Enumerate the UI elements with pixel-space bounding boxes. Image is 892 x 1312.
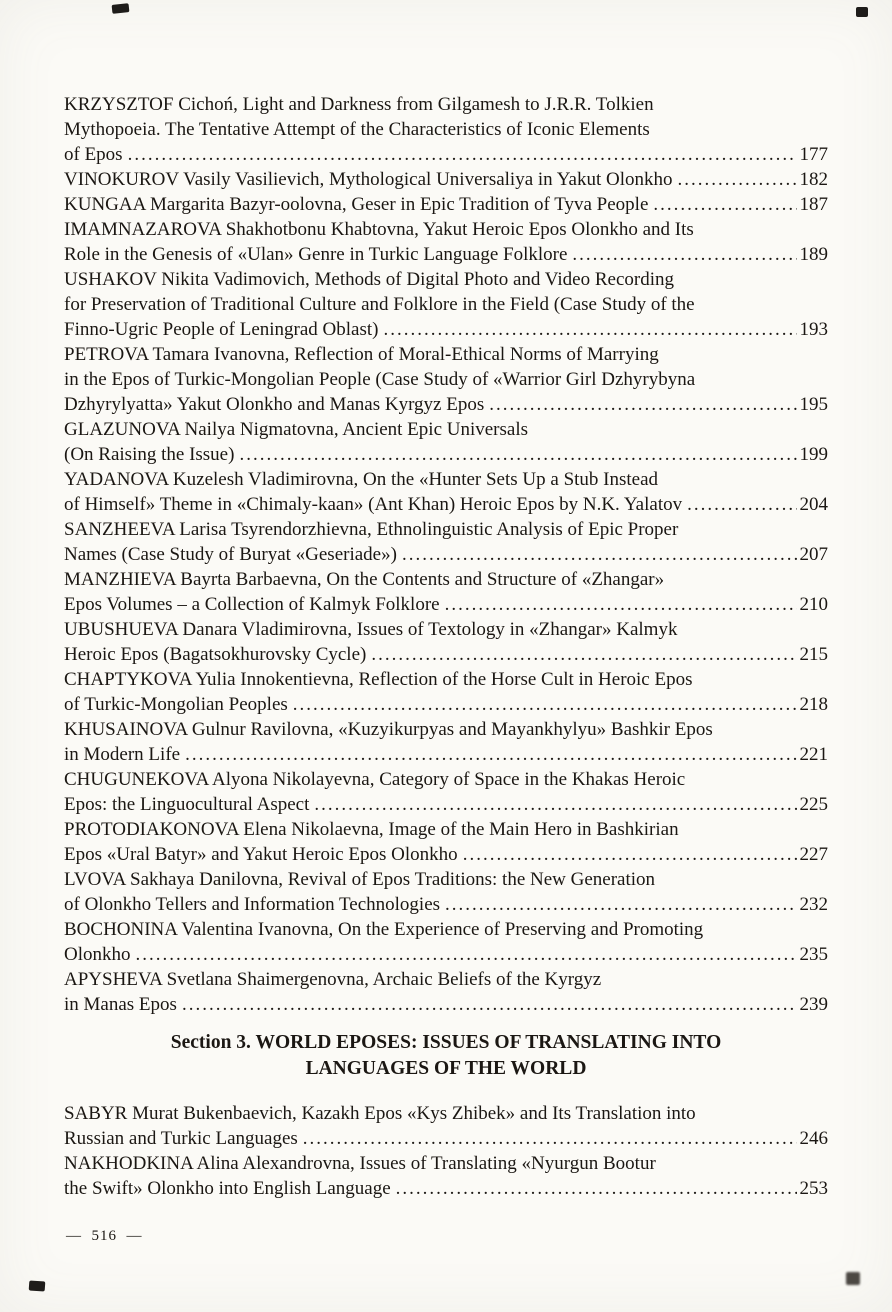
toc-entry-last-line [64, 242, 828, 267]
toc-entry-last-line [64, 392, 828, 417]
toc-entry-last-line [64, 592, 828, 617]
toc-entry [64, 1101, 828, 1151]
toc-page-number: 253 [799, 1178, 828, 1199]
dot-leader [402, 542, 797, 567]
dot-leader [185, 742, 796, 767]
toc-page-number: 177 [799, 144, 828, 165]
toc-entry [64, 667, 828, 717]
toc-entry-text: Finno-Ugric People of Leningrad Oblast) [64, 319, 379, 340]
toc-entry-last-line [64, 1126, 828, 1151]
toc-entry-line: PETROVA Tamara Ivanovna, Reflection of Moral-Ethical Norms of Marrying [64, 344, 659, 365]
toc-entry-text: Dzhyrylyatta» Yakut Olonkho and Manas Kyrgyz Epos [64, 394, 485, 415]
dot-leader [293, 692, 797, 717]
toc-entry [64, 817, 828, 867]
toc-entry-last-line [64, 542, 828, 567]
toc-entry-line: LVOVA Sakhaya Danilovna, Revival of Epos Traditions: the New Generation [64, 869, 656, 890]
toc-entry-line: YADANOVA Kuzelesh Vladimirovna, On the «Hunter Sets Up a Stub Instead [64, 469, 659, 490]
toc-page-number: 215 [799, 644, 828, 665]
toc-entry-line: KHUSAINOVA Gulnur Ravilovna, «Kuzyikurpyas and Mayankhylyu» Bashkir Epos [64, 719, 713, 740]
toc-entry-text: Epos Volumes – a Collection of Kalmyk Folklore [64, 594, 440, 615]
dot-leader [687, 492, 796, 517]
toc-page-number: 225 [799, 794, 828, 815]
toc [64, 92, 828, 1201]
toc-entry-line: APYSHEVA Svetlana Shaimergenovna, Archaic Beliefs of the Kyrgyz [64, 969, 602, 990]
toc-entry [64, 342, 828, 417]
section-heading-line: LANGUAGES OF THE WORLD [305, 1058, 587, 1079]
toc-page-number: 193 [799, 319, 828, 340]
section-heading [64, 1030, 828, 1082]
toc-entry-line: GLAZUNOVA Nailya Nigmatovna, Ancient Epic Universals [64, 419, 529, 440]
toc-entry [64, 967, 828, 1017]
toc-entry-line: MANZHIEVA Bayrta Barbaevna, On the Contents and Structure of «Zhangar» [64, 569, 665, 590]
toc-entry-line: IMAMNAZAROVA Shakhotbonu Khabtovna, Yakut Heroic Epos Olonkho and Its [64, 219, 694, 240]
toc-entry [64, 917, 828, 967]
scan-artifact-bottom-right [846, 1272, 860, 1285]
toc-entry-text: Role in the Genesis of «Ulan» Genre in Turkic Language Folklore [64, 244, 568, 265]
toc-entry-last-line [64, 842, 828, 867]
dot-leader [489, 392, 796, 417]
scan-artifact-top-right [856, 7, 868, 17]
toc-entry [64, 167, 828, 192]
toc-page-number: 207 [799, 544, 828, 565]
toc-entry-line: Mythopoeia. The Tentative Attempt of the Characteristics of Iconic Elements [64, 119, 650, 140]
dot-leader [371, 642, 796, 667]
toc-entry-last-line [64, 142, 828, 167]
dot-leader [383, 317, 796, 342]
toc-entry-text: (On Raising the Issue) [64, 444, 235, 465]
dot-leader [314, 792, 796, 817]
dot-leader [239, 442, 796, 467]
toc-entry-last-line [64, 792, 828, 817]
toc-entry-line: BOCHONINA Valentina Ivanovna, On the Experience of Preserving and Promoting [64, 919, 704, 940]
toc-entry-last-line [64, 692, 828, 717]
toc-entry-text: Epos: the Linguocultural Aspect [64, 794, 310, 815]
dot-leader [182, 992, 797, 1017]
toc-entry-last-line [64, 167, 828, 192]
dot-leader [396, 1176, 797, 1201]
toc-entry [64, 192, 828, 217]
dot-leader [445, 592, 797, 617]
toc-entry [64, 267, 828, 342]
toc-page-number: 232 [799, 894, 828, 915]
toc-page-number: 221 [799, 744, 828, 765]
toc-entry [64, 717, 828, 767]
toc-entry-text: in Manas Epos [64, 994, 177, 1015]
toc-entry-line: for Preservation of Traditional Culture and Folklore in the Field (Case Study of the [64, 294, 695, 315]
toc-page-number: 227 [799, 844, 828, 865]
toc-entry-last-line [64, 317, 828, 342]
toc-page-number: 182 [799, 169, 828, 190]
toc-entry-last-line [64, 642, 828, 667]
dot-leader [572, 242, 796, 267]
toc-entry-text: VINOKUROV Vasily Vasilievich, Mythological Universaliya in Yakut Olonkho [64, 169, 673, 190]
toc-entry-last-line [64, 1176, 828, 1201]
toc-entry-line: USHAKOV Nikita Vadimovich, Methods of Digital Photo and Video Recording [64, 269, 674, 290]
toc-entry-last-line [64, 192, 828, 217]
toc-page-number: 199 [799, 444, 828, 465]
toc-entry-line: in the Epos of Turkic-Mongolian People (Case Study of «Warrior Girl Dzhyrybyna [64, 369, 696, 390]
toc-entry [64, 617, 828, 667]
toc-page-number: 195 [799, 394, 828, 415]
toc-entry-line: CHUGUNEKOVA Alyona Nikolayevna, Category of Space in the Khakas Heroic [64, 769, 686, 790]
toc-entry-text: Epos «Ural Batyr» and Yakut Heroic Epos Olonkho [64, 844, 458, 865]
toc-entry-line: CHAPTYKOVA Yulia Innokentievna, Reflection of the Horse Cult in Heroic Epos [64, 669, 693, 690]
toc-page-number: 204 [799, 494, 828, 515]
toc-entry-line: KRZYSZTOF Cichoń, Light and Darkness from Gilgamesh to J.R.R. Tolkien [64, 94, 654, 115]
dot-leader [678, 167, 797, 192]
toc-entry [64, 867, 828, 917]
toc-entry-line: PROTODIAKONOVA Elena Nikolaevna, Image of the Main Hero in Bashkirian [64, 819, 679, 840]
toc-entry-text: the Swift» Olonkho into English Language [64, 1178, 391, 1199]
section-heading-line: Section 3. WORLD EPOSES: ISSUES OF TRANSLATING INTO [170, 1032, 722, 1053]
toc-entry [64, 517, 828, 567]
scan-artifact-top-left [112, 3, 130, 14]
dot-leader [463, 842, 797, 867]
toc-page-number: 210 [799, 594, 828, 615]
toc-entry [64, 567, 828, 617]
toc-entry-last-line [64, 942, 828, 967]
toc-page-number: 239 [799, 994, 828, 1015]
scan-artifact-bottom-left [29, 1280, 46, 1291]
toc-entry [64, 767, 828, 817]
toc-page-number: 189 [799, 244, 828, 265]
toc-entry-line: NAKHODKINA Alina Alexandrovna, Issues of Translating «Nyurgun Bootur [64, 1153, 656, 1174]
toc-page-number: 246 [799, 1128, 828, 1149]
toc-entry-last-line [64, 992, 828, 1017]
toc-entry-text: of Epos [64, 144, 123, 165]
toc-entry-text: of Turkic-Mongolian Peoples [64, 694, 288, 715]
toc-entry-text: Russian and Turkic Languages [64, 1128, 298, 1149]
toc-entry-text: KUNGAA Margarita Bazyr-oolovna, Geser in Epic Tradition of Tyva People [64, 194, 649, 215]
toc-entry-text: Names (Case Study of Buryat «Geseriade») [64, 544, 397, 565]
toc-page-number: 187 [799, 194, 828, 215]
toc-entry-last-line [64, 742, 828, 767]
dot-leader [128, 142, 797, 167]
toc-entry [64, 467, 828, 517]
dot-leader [653, 192, 796, 217]
toc-page-number: 218 [799, 694, 828, 715]
toc-entry [64, 417, 828, 467]
toc-entry [64, 1151, 828, 1201]
toc-entry-text: Olonkho [64, 944, 131, 965]
dot-leader [303, 1126, 797, 1151]
dot-leader [136, 942, 797, 967]
page-footer: — 516 — [66, 1228, 143, 1244]
toc-entry [64, 217, 828, 267]
toc-entry-text: in Modern Life [64, 744, 181, 765]
toc-entry-text: Heroic Epos (Bagatsokhurovsky Cycle) [64, 644, 367, 665]
dot-leader [445, 892, 796, 917]
toc-entry-line: SANZHEEVA Larisa Tsyrendorzhievna, Ethnolinguistic Analysis of Epic Proper [64, 519, 679, 540]
toc-entry-line: SABYR Murat Bukenbaevich, Kazakh Epos «Kys Zhibek» and Its Translation into [64, 1103, 696, 1124]
toc-entry-text: of Himself» Theme in «Chimaly-kaan» (Ant Khan) Heroic Epos by N.K. Yalatov [64, 494, 683, 515]
toc-entry-line: UBUSHUEVA Danara Vladimirovna, Issues of Textology in «Zhangar» Kalmyk [64, 619, 678, 640]
toc-entry-last-line [64, 442, 828, 467]
toc-entry-text: of Olonkho Tellers and Information Technologies [64, 894, 441, 915]
toc-entry-last-line [64, 492, 828, 517]
toc-entry [64, 92, 828, 167]
toc-page-number: 235 [799, 944, 828, 965]
toc-entry-last-line [64, 892, 828, 917]
